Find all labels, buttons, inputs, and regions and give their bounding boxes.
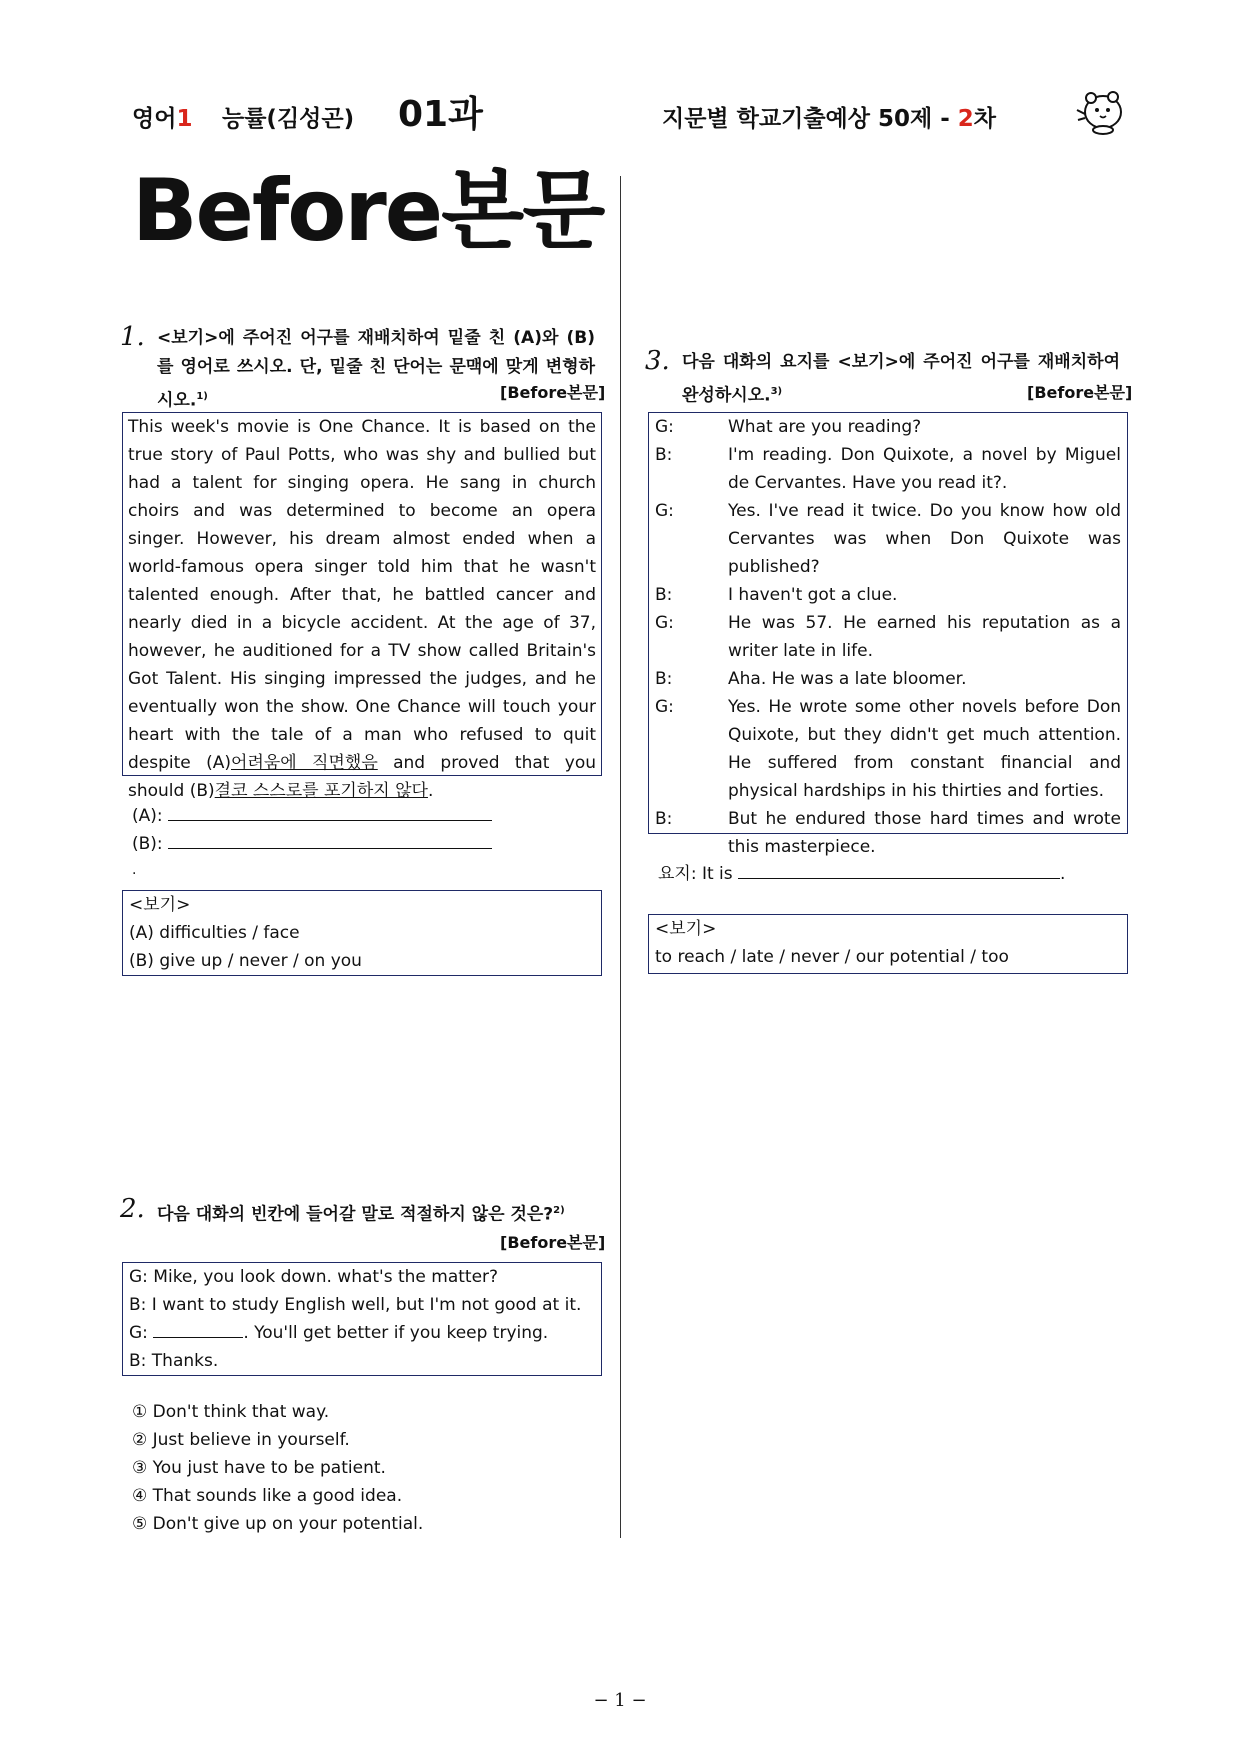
option-1[interactable]: ① Don't think that way.	[132, 1402, 330, 1422]
dialog-text: Yes. I've read it twice. Do you know how old Cervantes was when Don Quixote was published?	[728, 501, 1121, 577]
speaker-label: B:	[655, 445, 673, 465]
bogi-line-a: (A) difficulties / face	[129, 923, 300, 943]
option-2[interactable]: ② Just believe in yourself.	[132, 1430, 350, 1450]
dialog-text: What are you reading?	[728, 417, 922, 437]
stray-mark: .	[132, 862, 137, 878]
footnote-3: 3)	[770, 386, 783, 397]
question-3-dialog-box	[648, 412, 1128, 857]
passage-end: .	[427, 781, 434, 801]
speaker-label: B:	[655, 585, 673, 605]
speaker-label: G:	[655, 417, 674, 437]
section-title: Before본문	[132, 161, 604, 261]
gist-blank[interactable]	[738, 878, 1060, 879]
question-1-number: 1.	[120, 322, 145, 352]
q3-dialog-line	[655, 609, 1121, 665]
answer-b-label: (B):	[132, 834, 163, 854]
question-2-text	[157, 1196, 595, 1230]
footnote-1: 1)	[196, 391, 208, 402]
speaker-label: G:	[655, 501, 674, 521]
question-3-number: 3.	[645, 346, 670, 376]
dialog-text: I haven't got a clue.	[728, 585, 898, 605]
q3-dialog-line	[655, 693, 1121, 805]
gist-suffix: .	[1060, 864, 1066, 884]
answer-a-blank[interactable]	[168, 820, 492, 821]
question-1-passage	[122, 412, 602, 801]
series-prefix: 지문별 학교기출예상 50제 -	[662, 106, 958, 132]
gist-answer-row	[658, 860, 1065, 888]
dialog-text: Yes. He wrote some other novels before Don Quixote, but they didn't get much attention. He suffered from constant financial and physical hardships in his thirties and forties.	[728, 697, 1121, 801]
bogi-line: to reach / late / never / our potential / too	[655, 947, 1009, 967]
dialog-blank[interactable]	[153, 1337, 243, 1338]
q3-dialog-line	[655, 413, 1121, 441]
speaker-label: G:	[655, 697, 674, 717]
dialog-line-3-suffix: . You'll get better if you keep trying.	[243, 1323, 549, 1343]
underlined-b: 결코 스스로를 포기하지 않다	[214, 781, 428, 801]
answer-a-row	[132, 802, 492, 830]
question-1-bogi-box	[122, 890, 602, 976]
bogi-title: <보기>	[655, 919, 717, 939]
answer-b-blank[interactable]	[168, 848, 492, 849]
subject-prefix: 영어	[132, 106, 177, 132]
dialog-text: I'm reading. Don Quixote, a novel by Miguel de Cervantes. Have you read it?.	[728, 445, 1121, 493]
question-3-bogi-box	[648, 914, 1128, 974]
dialog-text: He was 57. He earned his reputation as a writer late in life.	[728, 613, 1121, 661]
speaker-label: B:	[655, 669, 673, 689]
footnote-2: 2)	[553, 1205, 565, 1216]
dialog-line-1: G: Mike, you look down. what's the matter?	[129, 1267, 499, 1287]
column-divider	[620, 176, 621, 1538]
textbook-label: 능률(김성곤)	[222, 106, 355, 132]
label-b: (B)	[189, 781, 215, 801]
label-a: (A)	[206, 753, 232, 773]
bogi-title: <보기>	[129, 895, 191, 915]
dialog-text: But he endured those hard times and wrote this masterpiece.	[728, 809, 1121, 857]
underlined-a: 어려움에 직면했음	[231, 753, 378, 773]
question-2-dialog-box	[122, 1262, 602, 1376]
answer-a-label: (A):	[132, 806, 163, 826]
dialog-line-3-prefix: G:	[129, 1323, 154, 1343]
lesson-label: 01과	[398, 94, 483, 135]
option-5[interactable]: ⑤ Don't give up on your potential.	[132, 1514, 424, 1534]
question-1-source: [Before본문]	[500, 383, 606, 402]
bear-mascot-icon	[1075, 86, 1125, 140]
series-label	[662, 100, 996, 133]
question-2-number: 2.	[120, 1194, 145, 1224]
question-2-source: [Before본문]	[500, 1233, 606, 1252]
passage-text: This week's movie is One Chance. It is based on the true story of Paul Potts, who was shy and bullied but had a talent for singing opera. He sang in church choirs and was determined to become an opera singer. However, his dream almost ended when a world-famous opera singer told him that he wasn't talented enough. After that, he battled cancer and nearly died in a bicycle accident. At the age of 37, however, he auditioned for a TV show called Britain's Got Talent. His singing impressed the judges, and he eventually won the show. One Chance will touch your heart with the tale of a man who refused to quit despite	[128, 417, 596, 773]
dialog-line-3	[129, 1319, 595, 1347]
option-4[interactable]: ④ That sounds like a good idea.	[132, 1486, 403, 1506]
dialog-line-2: B: I want to study English well, but I'm not good at it.	[129, 1295, 582, 1315]
speaker-label: B:	[655, 809, 673, 829]
question-3-source: [Before본문]	[1027, 383, 1133, 402]
q3-dialog-line	[655, 497, 1121, 581]
option-3[interactable]: ③ You just have to be patient.	[132, 1458, 386, 1478]
gist-prefix: 요지: It is	[658, 864, 733, 884]
answer-b-row	[132, 830, 492, 858]
q3-dialog-line	[655, 441, 1121, 497]
question-2-prompt: 다음 대화의 빈칸에 들어갈 말로 적절하지 않은 것은?	[157, 1204, 554, 1225]
speaker-label: G:	[655, 613, 674, 633]
subject-label	[132, 100, 192, 133]
question-3-prompt: 다음 대화의 요지를 <보기>에 주어진 어구를 재배치하여 완성하시오.	[682, 352, 1120, 406]
dialog-text: Aha. He was a late bloomer.	[728, 669, 967, 689]
q3-dialog-line	[655, 805, 1121, 861]
dialog-line-4: B: Thanks.	[129, 1351, 219, 1371]
question-1-prompt: <보기>에 주어진 어구를 재배치하여 밑줄 친 (A)와 (B)를 영어로 쓰시오. 단, 밑줄 친 단어는 문맥에 맞게 변형하시오.	[157, 328, 595, 411]
series-suffix: 차	[973, 106, 996, 132]
q3-dialog-line	[655, 665, 1121, 693]
page-number: − 1 −	[593, 1690, 647, 1711]
passage-mid: and proved that you should	[128, 753, 597, 801]
subject-number: 1	[176, 106, 193, 132]
series-round: 2	[957, 106, 974, 132]
q3-dialog-line	[655, 581, 1121, 609]
bogi-line-b: (B) give up / never / on you	[129, 951, 362, 971]
question-2-options	[132, 1398, 423, 1538]
